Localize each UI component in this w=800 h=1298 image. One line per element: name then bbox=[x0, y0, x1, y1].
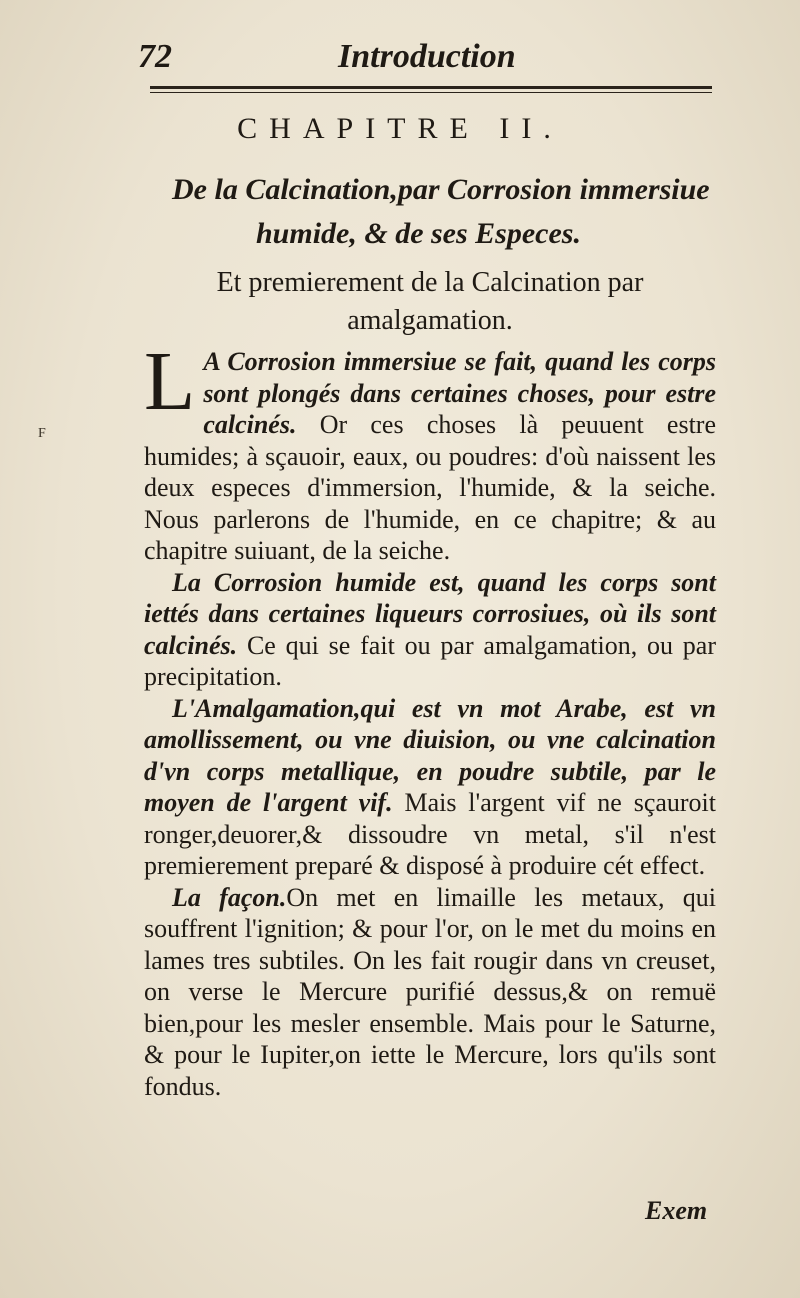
paragraph-text: Mais l'argent vif ne sçauroit ronger,deuorer,& dissoudre vn metal, s'il n'est premierement preparé & disposé à produire cét effect. bbox=[144, 788, 717, 880]
body-text bbox=[144, 335, 717, 1102]
catchword: Exem bbox=[645, 1196, 708, 1225]
header-rule bbox=[150, 86, 712, 89]
paragraph-italic-lead: L'Amalgamation,qui est vn mot Arabe, est vn amollissement, ou vne diuision, ou vne calcination d'vn corps metallique, en poudre subtile, par le moyen de l'argent vif. bbox=[144, 693, 716, 817]
page-number: 72 bbox=[138, 38, 172, 75]
paragraph bbox=[144, 567, 716, 693]
running-title: Introduction bbox=[338, 38, 516, 75]
paragraph-text: Ce qui se fait ou par amalgamation, ou par precipitation. bbox=[144, 630, 716, 691]
margin-mark: F bbox=[38, 426, 46, 441]
paragraph-text: Or ces choses là peuuent estre humides; à sçauoir, eaux, ou poudres: d'où naissent les deux especes d'immersion, l'humide, & la seiche. Nous parlerons de l'humide, en ce chapitre; & au chapitre suiuant, de la seiche. bbox=[144, 410, 717, 565]
paragraph-text: On met en limaille les metaux, qui souffrent l'ignition; & pour l'or, on le met du moins en lames tres subtiles. On les fait rougir dans vn creuset, on verse le Mercure purifié dessus,& on remuë bien,pour les mesler ensemble. Mais pour le Saturne, & pour le Iupiter,on iette le Mercure, lors qu'ils sont fondus. bbox=[144, 882, 716, 1101]
paragraph bbox=[144, 693, 716, 882]
paragraph-italic-lead: La Corrosion humide est, quand les corps sont iettés dans certaines liqueurs corrosiues, où ils sont calcinés. bbox=[144, 567, 716, 660]
paragraph bbox=[144, 882, 716, 1103]
page-header bbox=[138, 38, 713, 78]
chapter-title-line-1: De la Calcination,par Corrosion immersiue bbox=[172, 173, 710, 206]
header-rule-thin bbox=[150, 92, 712, 93]
chapter-title-line-2: humide, & de ses Especes. bbox=[256, 217, 581, 250]
paragraph bbox=[144, 335, 717, 567]
paragraph-italic-lead: A Corrosion immersiue se fait, quand les corps sont plongés dans certaines choses, pour estre calcinés. bbox=[203, 347, 716, 439]
paragraph-italic-lead: La façon. bbox=[172, 882, 287, 912]
section-subtitle: Et premierement de la Calcination par amalgamation. bbox=[216, 267, 644, 336]
chapter-title bbox=[172, 168, 732, 256]
chapter-heading: CHAPITRE II. bbox=[237, 112, 563, 145]
drop-cap: L bbox=[144, 335, 196, 428]
